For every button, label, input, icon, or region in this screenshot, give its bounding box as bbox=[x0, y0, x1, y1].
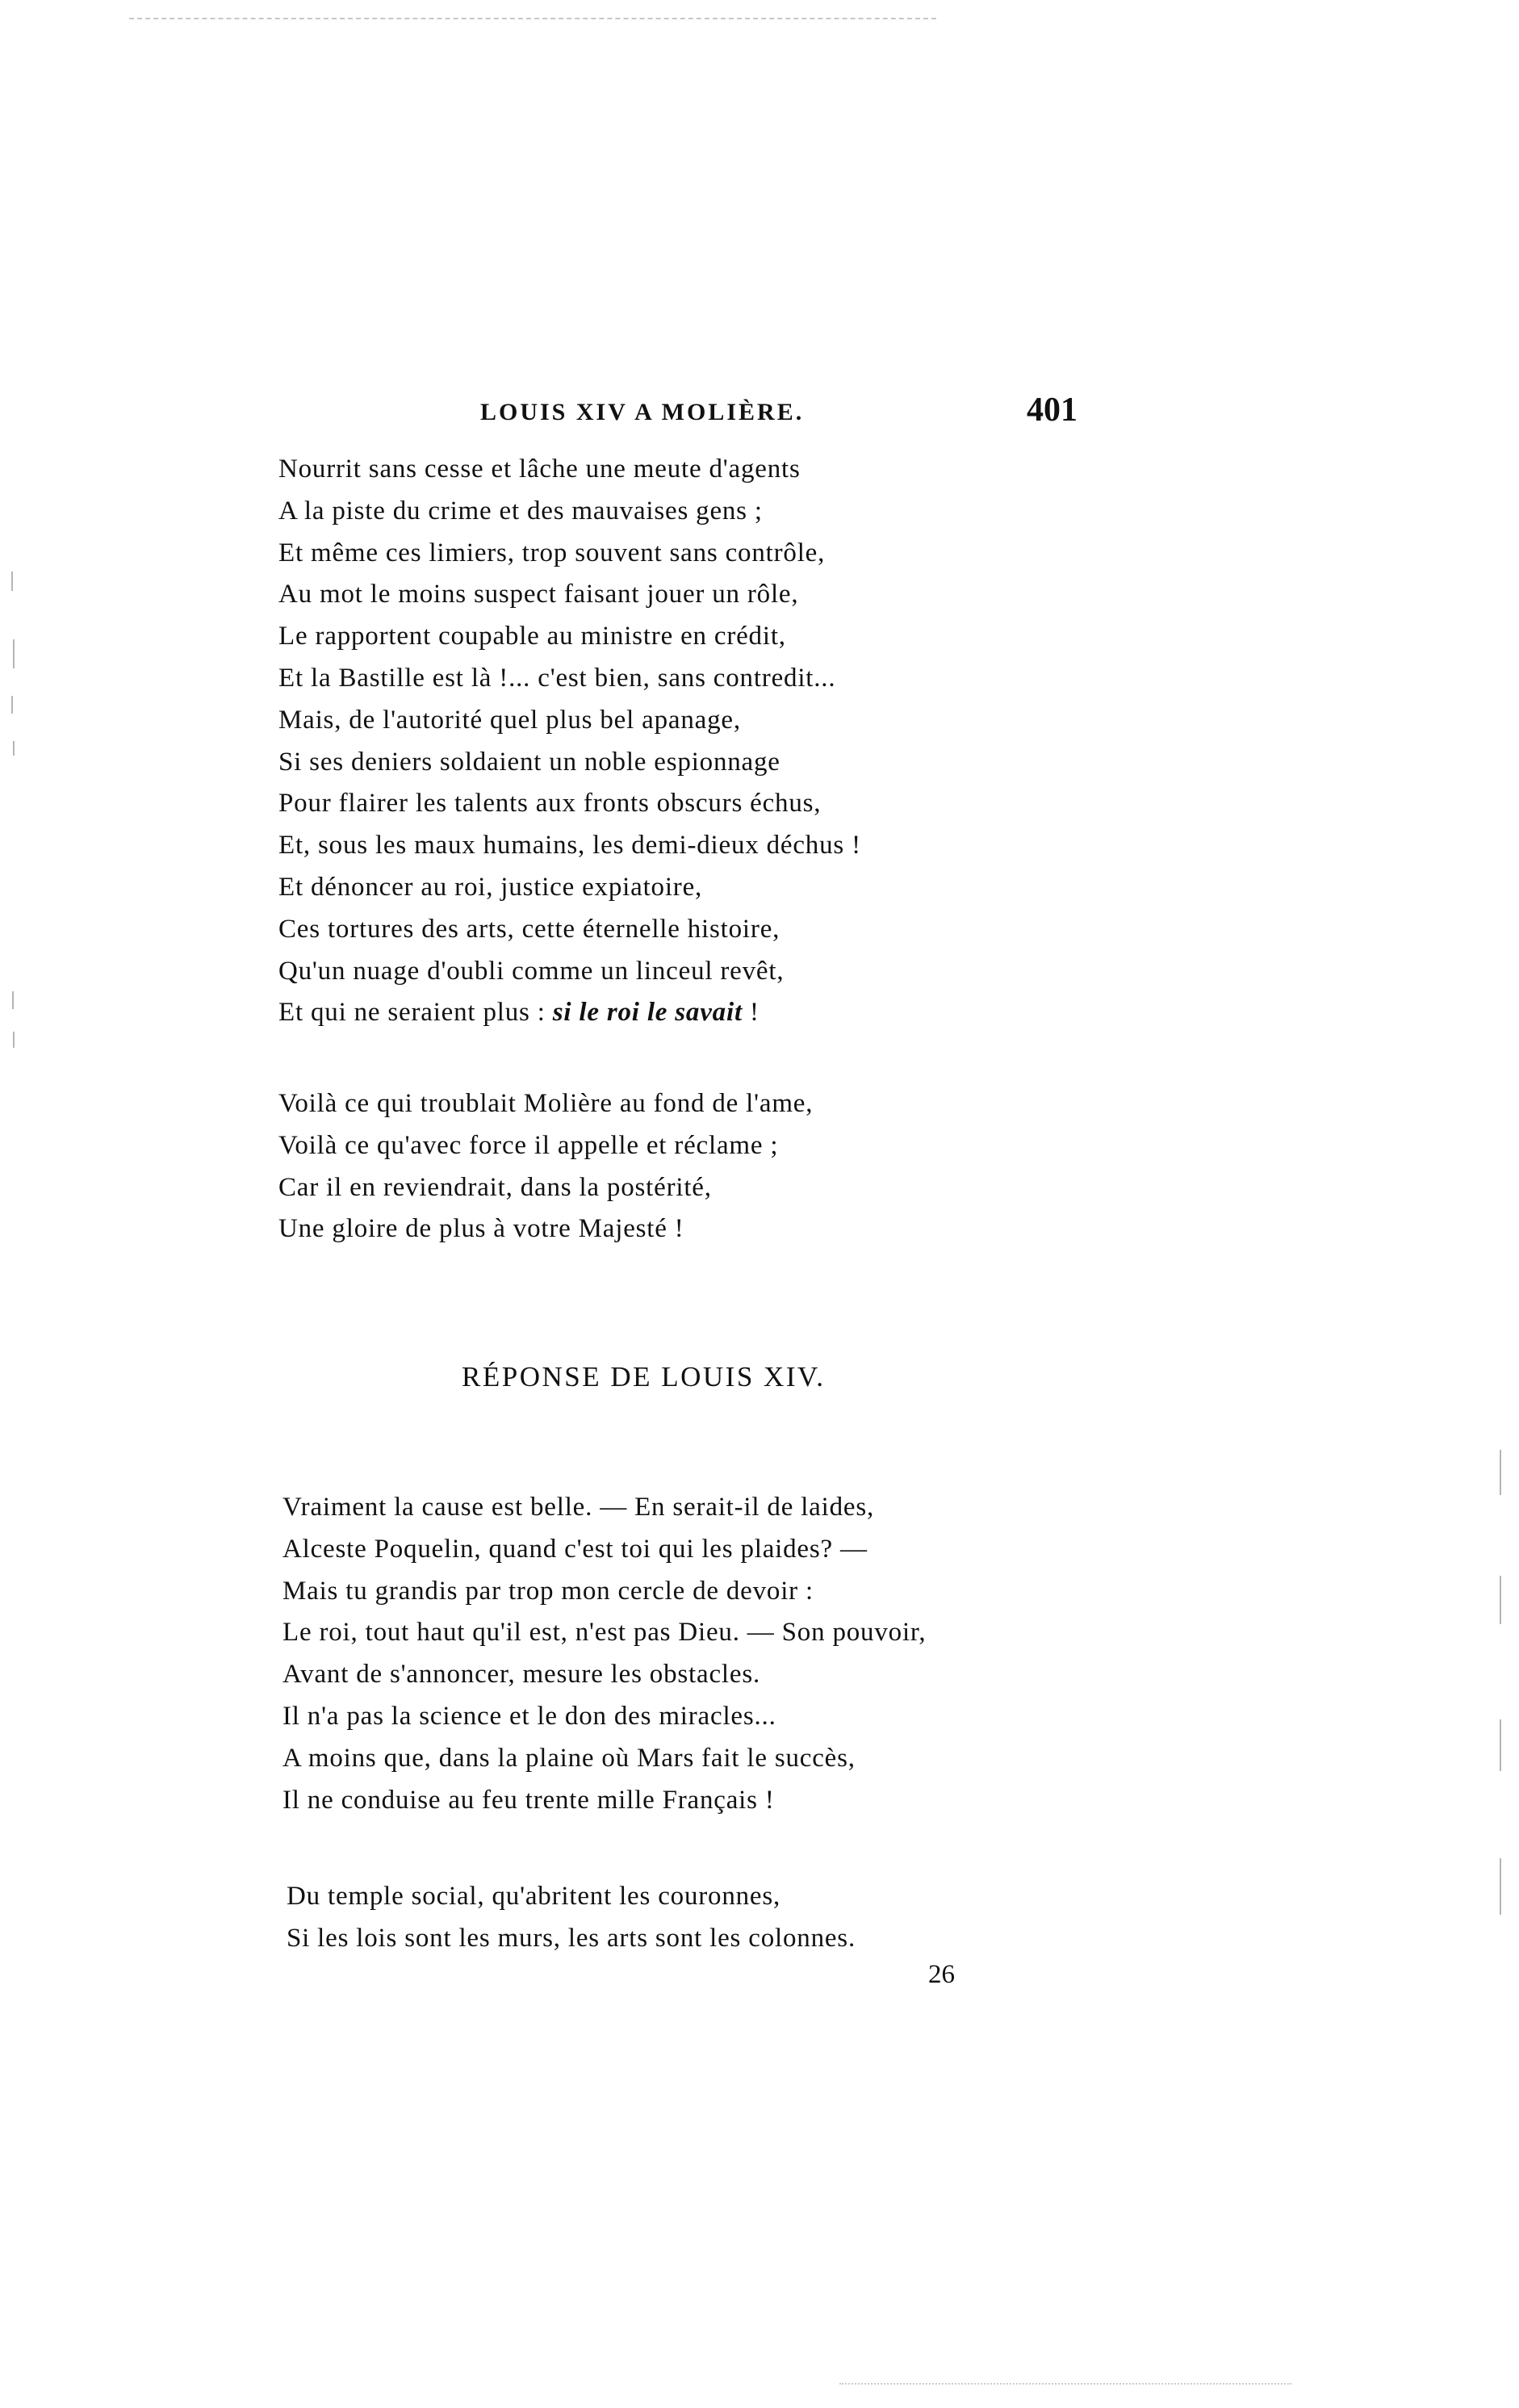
verse-line: A la piste du crime et des mauvaises gens ; bbox=[278, 496, 763, 526]
verse-line: Si ses deniers soldaient un noble espionnage bbox=[278, 747, 780, 777]
verse-line: Avant de s'annoncer, mesure les obstacles. bbox=[282, 1660, 761, 1690]
stanza-2 bbox=[278, 1083, 813, 1250]
verse-line: Il ne conduise au feu trente mille Français ! bbox=[282, 1785, 775, 1815]
section-heading: RÉPONSE DE LOUIS XIV. bbox=[462, 1361, 826, 1392]
verse-line: Et dénoncer au roi, justice expiatoire, bbox=[278, 872, 703, 902]
verse-line: Et, sous les maux humains, les demi-dieux déchus ! bbox=[278, 831, 861, 861]
verse-line: Voilà ce qu'avec force il appelle et réclame ; bbox=[278, 1130, 779, 1160]
verse-line: Le rapportent coupable au ministre en crédit, bbox=[278, 622, 786, 651]
verse-text: Et qui ne seraient plus : bbox=[278, 998, 553, 1028]
margin-mark bbox=[11, 696, 13, 714]
verse-line: Mais, de l'autorité quel plus bel apanage, bbox=[278, 705, 741, 735]
margin-mark bbox=[11, 572, 13, 591]
verse-line: Et même ces limiers, trop souvent sans contrôle, bbox=[278, 538, 826, 567]
page-number: 401 bbox=[1027, 392, 1078, 429]
scan-edge-bottom bbox=[839, 2383, 1291, 2385]
verse-text: ! bbox=[742, 998, 760, 1028]
running-header: LOUIS XIV A MOLIÈRE. bbox=[480, 399, 805, 425]
margin-mark bbox=[13, 639, 15, 668]
margin-mark bbox=[1500, 1719, 1501, 1771]
verse-line: Qu'un nuage d'oubli comme un linceul revêt, bbox=[278, 956, 785, 986]
verse-line: Car il en reviendrait, dans la postérité, bbox=[278, 1172, 712, 1202]
verse-line: Le roi, tout haut qu'il est, n'est pas Dieu. — Son pouvoir, bbox=[282, 1618, 927, 1648]
stanza-1 bbox=[278, 449, 861, 1034]
signature-mark: 26 bbox=[928, 1960, 955, 1989]
verse-emphasis: si le roi le savait bbox=[552, 998, 743, 1028]
stanza-4 bbox=[287, 1876, 856, 1960]
margin-mark bbox=[12, 991, 14, 1009]
verse-line-final bbox=[278, 992, 861, 1034]
verse-line: Pour flairer les talents aux fronts obscurs échus, bbox=[278, 789, 822, 819]
verse-line: Et la Bastille est là !... c'est bien, sans contredit... bbox=[278, 663, 836, 693]
margin-mark bbox=[13, 1032, 15, 1048]
verse-line: Nourrit sans cesse et lâche une meute d'agents bbox=[278, 454, 801, 484]
margin-mark bbox=[1500, 1576, 1501, 1624]
verse-line: Une gloire de plus à votre Majesté ! bbox=[278, 1214, 684, 1244]
verse-line: Du temple social, qu'abritent les couronnes, bbox=[287, 1882, 781, 1911]
verse-line: Au mot le moins suspect faisant jouer un rôle, bbox=[278, 580, 799, 609]
verse-line: Vraiment la cause est belle. — En serait-il de laides, bbox=[282, 1493, 875, 1522]
stanza-3 bbox=[282, 1487, 926, 1821]
verse-line: A moins que, dans la plaine où Mars fait le succès, bbox=[282, 1743, 856, 1773]
verse-line: Si les lois sont les murs, les arts sont les colonnes. bbox=[287, 1923, 856, 1953]
margin-mark bbox=[1500, 1858, 1501, 1915]
scan-edge-top bbox=[129, 18, 936, 19]
verse-line: Alceste Poquelin, quand c'est toi qui les plaides? — bbox=[282, 1534, 868, 1564]
margin-mark bbox=[13, 741, 15, 756]
verse-line: Voilà ce qui troublait Molière au fond de l'ame, bbox=[278, 1089, 814, 1118]
margin-mark bbox=[1500, 1450, 1501, 1495]
verse-line: Il n'a pas la science et le don des miracles... bbox=[282, 1701, 776, 1731]
verse-line: Mais tu grandis par trop mon cercle de devoir : bbox=[282, 1576, 814, 1606]
verse-line: Ces tortures des arts, cette éternelle histoire, bbox=[278, 914, 780, 944]
